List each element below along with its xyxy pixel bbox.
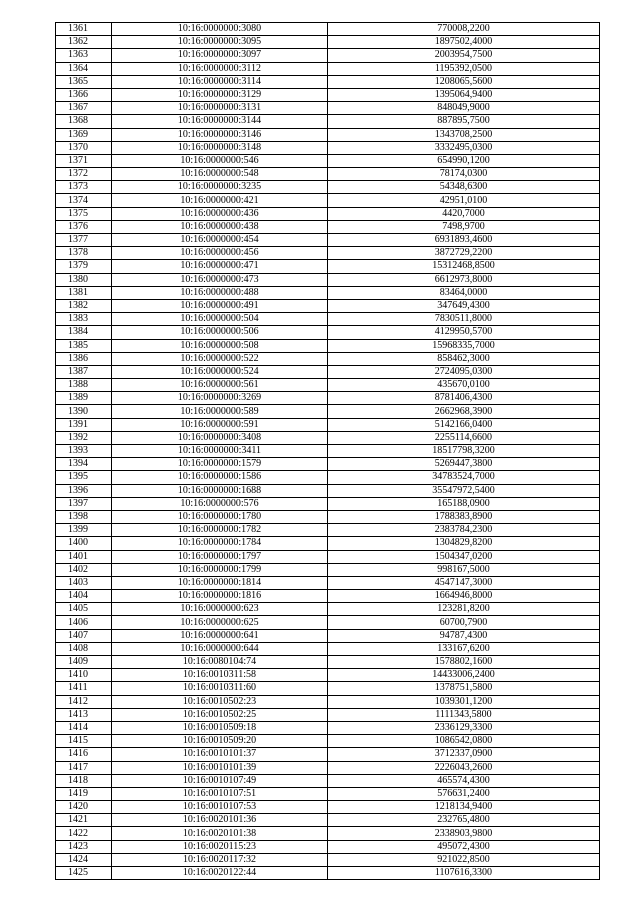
value-cell: 1504347,0200 bbox=[328, 550, 600, 563]
table-row bbox=[56, 867, 600, 880]
value-cell: 1039301,1200 bbox=[328, 695, 600, 708]
value-cell: 7498,9700 bbox=[328, 220, 600, 233]
cadastral-number-cell: 10:16:0020101:36 bbox=[112, 814, 328, 827]
cadastral-number-cell: 10:16:0000000:454 bbox=[112, 234, 328, 247]
table-row bbox=[56, 154, 600, 167]
row-number-cell: 1407 bbox=[56, 629, 112, 642]
row-number-cell: 1378 bbox=[56, 247, 112, 260]
table-row bbox=[56, 168, 600, 181]
table-row bbox=[56, 220, 600, 233]
row-number-cell: 1393 bbox=[56, 445, 112, 458]
row-number-cell: 1385 bbox=[56, 339, 112, 352]
row-number-cell: 1417 bbox=[56, 761, 112, 774]
cadastral-number-cell: 10:16:0000000:625 bbox=[112, 616, 328, 629]
table-row bbox=[56, 537, 600, 550]
table-row bbox=[56, 774, 600, 787]
value-cell: 435670,0100 bbox=[328, 379, 600, 392]
table-row bbox=[56, 550, 600, 563]
table-row bbox=[56, 365, 600, 378]
value-cell: 123281,8200 bbox=[328, 603, 600, 616]
row-number-cell: 1413 bbox=[56, 708, 112, 721]
table-row bbox=[56, 49, 600, 62]
table-row bbox=[56, 405, 600, 418]
row-number-cell: 1382 bbox=[56, 299, 112, 312]
row-number-cell: 1374 bbox=[56, 194, 112, 207]
cadastral-number-cell: 10:16:0000000:524 bbox=[112, 365, 328, 378]
row-number-cell: 1412 bbox=[56, 695, 112, 708]
value-cell: 18517798,3200 bbox=[328, 445, 600, 458]
cadastral-number-cell: 10:16:0000000:576 bbox=[112, 497, 328, 510]
value-cell: 15968335,7000 bbox=[328, 339, 600, 352]
value-cell: 4420,7000 bbox=[328, 207, 600, 220]
value-cell: 133167,6200 bbox=[328, 642, 600, 655]
table-row bbox=[56, 471, 600, 484]
table-row bbox=[56, 445, 600, 458]
row-number-cell: 1366 bbox=[56, 88, 112, 101]
cadastral-number-cell: 10:16:0000000:508 bbox=[112, 339, 328, 352]
cadastral-number-cell: 10:16:0000000:623 bbox=[112, 603, 328, 616]
cadastral-number-cell: 10:16:0000000:438 bbox=[112, 220, 328, 233]
table-row bbox=[56, 853, 600, 866]
value-cell: 1578802,1600 bbox=[328, 656, 600, 669]
cadastral-number-cell: 10:16:0000000:644 bbox=[112, 642, 328, 655]
table-row bbox=[56, 787, 600, 800]
table-row bbox=[56, 629, 600, 642]
value-cell: 3712337,0900 bbox=[328, 748, 600, 761]
value-cell: 2226043,2600 bbox=[328, 761, 600, 774]
cadastral-number-cell: 10:16:0010107:53 bbox=[112, 801, 328, 814]
value-cell: 35547972,5400 bbox=[328, 484, 600, 497]
cadastral-number-cell: 10:16:0000000:3269 bbox=[112, 392, 328, 405]
cadastral-number-cell: 10:16:0000000:1797 bbox=[112, 550, 328, 563]
cadastral-number-cell: 10:16:0010311:60 bbox=[112, 682, 328, 695]
table-row bbox=[56, 563, 600, 576]
table-row bbox=[56, 642, 600, 655]
table-row bbox=[56, 418, 600, 431]
cadastral-number-cell: 10:16:0000000:1586 bbox=[112, 471, 328, 484]
row-number-cell: 1396 bbox=[56, 484, 112, 497]
row-number-cell: 1400 bbox=[56, 537, 112, 550]
row-number-cell: 1421 bbox=[56, 814, 112, 827]
row-number-cell: 1361 bbox=[56, 23, 112, 36]
value-cell: 8781406,4300 bbox=[328, 392, 600, 405]
cadastral-number-cell: 10:16:0000000:1814 bbox=[112, 576, 328, 589]
cadastral-number-cell: 10:16:0020115:23 bbox=[112, 840, 328, 853]
row-number-cell: 1404 bbox=[56, 590, 112, 603]
cadastral-number-cell: 10:16:0000000:3112 bbox=[112, 62, 328, 75]
row-number-cell: 1391 bbox=[56, 418, 112, 431]
value-cell: 7830511,8000 bbox=[328, 313, 600, 326]
table-row bbox=[56, 656, 600, 669]
value-cell: 94787,4300 bbox=[328, 629, 600, 642]
value-cell: 887895,7500 bbox=[328, 115, 600, 128]
cadastral-number-cell: 10:16:0000000:3144 bbox=[112, 115, 328, 128]
value-cell: 165188,0900 bbox=[328, 497, 600, 510]
table-row bbox=[56, 761, 600, 774]
table-row bbox=[56, 497, 600, 510]
value-cell: 2724095,0300 bbox=[328, 365, 600, 378]
table-row bbox=[56, 669, 600, 682]
value-cell: 1378751,5800 bbox=[328, 682, 600, 695]
value-cell: 848049,9000 bbox=[328, 102, 600, 115]
row-number-cell: 1422 bbox=[56, 827, 112, 840]
cadastral-number-cell: 10:16:0010502:23 bbox=[112, 695, 328, 708]
table-row bbox=[56, 194, 600, 207]
row-number-cell: 1373 bbox=[56, 181, 112, 194]
cadastral-number-cell: 10:16:0000000:1816 bbox=[112, 590, 328, 603]
value-cell: 5269447,3800 bbox=[328, 458, 600, 471]
value-cell: 1195392,0500 bbox=[328, 62, 600, 75]
row-number-cell: 1375 bbox=[56, 207, 112, 220]
row-number-cell: 1367 bbox=[56, 102, 112, 115]
table-row bbox=[56, 392, 600, 405]
row-number-cell: 1384 bbox=[56, 326, 112, 339]
cadastral-number-cell: 10:16:0000000:3408 bbox=[112, 431, 328, 444]
row-number-cell: 1415 bbox=[56, 735, 112, 748]
cadastral-number-cell: 10:16:0000000:3129 bbox=[112, 88, 328, 101]
cadastral-number-cell: 10:16:0000000:3235 bbox=[112, 181, 328, 194]
value-cell: 1395064,9400 bbox=[328, 88, 600, 101]
table-row bbox=[56, 62, 600, 75]
cadastral-number-cell: 10:16:0000000:548 bbox=[112, 168, 328, 181]
value-cell: 2336129,3300 bbox=[328, 721, 600, 734]
table-row bbox=[56, 141, 600, 154]
cadastral-number-cell: 10:16:0010107:49 bbox=[112, 774, 328, 787]
table-row bbox=[56, 827, 600, 840]
table-row bbox=[56, 695, 600, 708]
cadastral-number-cell: 10:16:0020122:44 bbox=[112, 867, 328, 880]
row-number-cell: 1395 bbox=[56, 471, 112, 484]
value-cell: 232765,4800 bbox=[328, 814, 600, 827]
row-number-cell: 1399 bbox=[56, 524, 112, 537]
value-cell: 2662968,3900 bbox=[328, 405, 600, 418]
value-cell: 4129950,5700 bbox=[328, 326, 600, 339]
row-number-cell: 1368 bbox=[56, 115, 112, 128]
cadastral-number-cell: 10:16:0000000:3097 bbox=[112, 49, 328, 62]
cadastral-number-cell: 10:16:0000000:3114 bbox=[112, 75, 328, 88]
cadastral-number-cell: 10:16:0000000:3148 bbox=[112, 141, 328, 154]
cadastral-number-cell: 10:16:0000000:561 bbox=[112, 379, 328, 392]
cadastral-number-cell: 10:16:0000000:1688 bbox=[112, 484, 328, 497]
table-row bbox=[56, 379, 600, 392]
table-row bbox=[56, 840, 600, 853]
value-cell: 2003954,7500 bbox=[328, 49, 600, 62]
row-number-cell: 1362 bbox=[56, 36, 112, 49]
table-row bbox=[56, 524, 600, 537]
table-row bbox=[56, 326, 600, 339]
cadastral-number-cell: 10:16:0010502:25 bbox=[112, 708, 328, 721]
cadastral-number-cell: 10:16:0000000:1579 bbox=[112, 458, 328, 471]
row-number-cell: 1365 bbox=[56, 75, 112, 88]
row-number-cell: 1364 bbox=[56, 62, 112, 75]
cadastral-number-cell: 10:16:0000000:3095 bbox=[112, 36, 328, 49]
value-cell: 60700,7900 bbox=[328, 616, 600, 629]
value-cell: 495072,4300 bbox=[328, 840, 600, 853]
table-row bbox=[56, 352, 600, 365]
table-row bbox=[56, 484, 600, 497]
cadastral-number-cell: 10:16:0000000:506 bbox=[112, 326, 328, 339]
table-row bbox=[56, 75, 600, 88]
table-row bbox=[56, 814, 600, 827]
cadastral-number-cell: 10:16:0000000:591 bbox=[112, 418, 328, 431]
row-number-cell: 1394 bbox=[56, 458, 112, 471]
value-cell: 6612973,8000 bbox=[328, 273, 600, 286]
cadastral-number-cell: 10:16:0000000:1780 bbox=[112, 510, 328, 523]
row-number-cell: 1383 bbox=[56, 313, 112, 326]
cadastral-number-cell: 10:16:0000000:491 bbox=[112, 299, 328, 312]
row-number-cell: 1402 bbox=[56, 563, 112, 576]
row-number-cell: 1424 bbox=[56, 853, 112, 866]
cadastral-number-cell: 10:16:0000000:473 bbox=[112, 273, 328, 286]
table-row bbox=[56, 181, 600, 194]
value-cell: 4547147,3000 bbox=[328, 576, 600, 589]
row-number-cell: 1390 bbox=[56, 405, 112, 418]
row-number-cell: 1381 bbox=[56, 286, 112, 299]
table-row bbox=[56, 801, 600, 814]
value-cell: 1218134,9400 bbox=[328, 801, 600, 814]
row-number-cell: 1408 bbox=[56, 642, 112, 655]
row-number-cell: 1371 bbox=[56, 154, 112, 167]
row-number-cell: 1386 bbox=[56, 352, 112, 365]
table-row bbox=[56, 88, 600, 101]
cadastral-number-cell: 10:16:0000000:546 bbox=[112, 154, 328, 167]
document-table bbox=[55, 22, 600, 880]
value-cell: 34783524,7000 bbox=[328, 471, 600, 484]
value-cell: 1343708,2500 bbox=[328, 128, 600, 141]
value-cell: 78174,0300 bbox=[328, 168, 600, 181]
cadastral-number-cell: 10:16:0080104:74 bbox=[112, 656, 328, 669]
table-row bbox=[56, 735, 600, 748]
cadastral-number-cell: 10:16:0000000:3131 bbox=[112, 102, 328, 115]
row-number-cell: 1425 bbox=[56, 867, 112, 880]
value-cell: 576631,2400 bbox=[328, 787, 600, 800]
value-cell: 5142166,0400 bbox=[328, 418, 600, 431]
value-cell: 1304829,8200 bbox=[328, 537, 600, 550]
row-number-cell: 1379 bbox=[56, 260, 112, 273]
table-row bbox=[56, 234, 600, 247]
row-number-cell: 1388 bbox=[56, 379, 112, 392]
cadastral-number-cell: 10:16:0000000:1784 bbox=[112, 537, 328, 550]
cadastral-number-cell: 10:16:0010509:20 bbox=[112, 735, 328, 748]
row-number-cell: 1420 bbox=[56, 801, 112, 814]
value-cell: 15312468,8500 bbox=[328, 260, 600, 273]
table-row bbox=[56, 102, 600, 115]
table-row bbox=[56, 128, 600, 141]
row-number-cell: 1405 bbox=[56, 603, 112, 616]
value-cell: 347649,4300 bbox=[328, 299, 600, 312]
cadastral-number-cell: 10:16:0000000:488 bbox=[112, 286, 328, 299]
table-row bbox=[56, 286, 600, 299]
value-cell: 3872729,2200 bbox=[328, 247, 600, 260]
table-row bbox=[56, 748, 600, 761]
cadastral-number-cell: 10:16:0000000:436 bbox=[112, 207, 328, 220]
value-cell: 42951,0100 bbox=[328, 194, 600, 207]
value-cell: 770008,2200 bbox=[328, 23, 600, 36]
row-number-cell: 1389 bbox=[56, 392, 112, 405]
value-cell: 1897502,4000 bbox=[328, 36, 600, 49]
table-row bbox=[56, 247, 600, 260]
row-number-cell: 1418 bbox=[56, 774, 112, 787]
table-row bbox=[56, 510, 600, 523]
table-row bbox=[56, 23, 600, 36]
value-cell: 2383784,2300 bbox=[328, 524, 600, 537]
cadastral-number-cell: 10:16:0000000:421 bbox=[112, 194, 328, 207]
value-cell: 1107616,3300 bbox=[328, 867, 600, 880]
value-cell: 6931893,4600 bbox=[328, 234, 600, 247]
value-cell: 83464,0000 bbox=[328, 286, 600, 299]
row-number-cell: 1411 bbox=[56, 682, 112, 695]
row-number-cell: 1369 bbox=[56, 128, 112, 141]
table-row bbox=[56, 299, 600, 312]
row-number-cell: 1370 bbox=[56, 141, 112, 154]
row-number-cell: 1416 bbox=[56, 748, 112, 761]
table-row bbox=[56, 260, 600, 273]
row-number-cell: 1380 bbox=[56, 273, 112, 286]
cadastral-number-cell: 10:16:0010101:37 bbox=[112, 748, 328, 761]
row-number-cell: 1406 bbox=[56, 616, 112, 629]
row-number-cell: 1392 bbox=[56, 431, 112, 444]
row-number-cell: 1419 bbox=[56, 787, 112, 800]
table-row bbox=[56, 603, 600, 616]
value-cell: 3332495,0300 bbox=[328, 141, 600, 154]
cadastral-number-cell: 10:16:0000000:641 bbox=[112, 629, 328, 642]
row-number-cell: 1410 bbox=[56, 669, 112, 682]
value-cell: 998167,5000 bbox=[328, 563, 600, 576]
cadastral-number-cell: 10:16:0010311:58 bbox=[112, 669, 328, 682]
cadastral-number-cell: 10:16:0000000:1799 bbox=[112, 563, 328, 576]
table-row bbox=[56, 682, 600, 695]
cadastral-number-cell: 10:16:0020101:38 bbox=[112, 827, 328, 840]
row-number-cell: 1397 bbox=[56, 497, 112, 510]
value-cell: 654990,1200 bbox=[328, 154, 600, 167]
cadastral-number-cell: 10:16:0000000:471 bbox=[112, 260, 328, 273]
row-number-cell: 1372 bbox=[56, 168, 112, 181]
value-cell: 54348,6300 bbox=[328, 181, 600, 194]
value-cell: 2255114,6600 bbox=[328, 431, 600, 444]
row-number-cell: 1377 bbox=[56, 234, 112, 247]
table-row bbox=[56, 616, 600, 629]
value-cell: 1208065,5600 bbox=[328, 75, 600, 88]
cadastral-number-cell: 10:16:0000000:456 bbox=[112, 247, 328, 260]
table-row bbox=[56, 590, 600, 603]
cadastral-number-cell: 10:16:0010509:18 bbox=[112, 721, 328, 734]
row-number-cell: 1423 bbox=[56, 840, 112, 853]
table-row bbox=[56, 708, 600, 721]
table-row bbox=[56, 36, 600, 49]
cadastral-number-cell: 10:16:0000000:3411 bbox=[112, 445, 328, 458]
table-row bbox=[56, 273, 600, 286]
table-body bbox=[56, 23, 600, 880]
value-cell: 1086542,0800 bbox=[328, 735, 600, 748]
row-number-cell: 1414 bbox=[56, 721, 112, 734]
row-number-cell: 1376 bbox=[56, 220, 112, 233]
value-cell: 1788383,8900 bbox=[328, 510, 600, 523]
value-cell: 1664946,8000 bbox=[328, 590, 600, 603]
row-number-cell: 1401 bbox=[56, 550, 112, 563]
cadastral-number-cell: 10:16:0010101:39 bbox=[112, 761, 328, 774]
cadastral-number-cell: 10:16:0000000:589 bbox=[112, 405, 328, 418]
cadastral-number-cell: 10:16:0000000:3146 bbox=[112, 128, 328, 141]
value-cell: 1111343,5800 bbox=[328, 708, 600, 721]
value-cell: 14433006,2400 bbox=[328, 669, 600, 682]
table-row bbox=[56, 115, 600, 128]
cadastral-number-cell: 10:16:0020117:32 bbox=[112, 853, 328, 866]
value-cell: 921022,8500 bbox=[328, 853, 600, 866]
cadastral-number-cell: 10:16:0000000:522 bbox=[112, 352, 328, 365]
table-row bbox=[56, 339, 600, 352]
value-cell: 858462,3000 bbox=[328, 352, 600, 365]
table-row bbox=[56, 207, 600, 220]
cadastral-number-cell: 10:16:0000000:504 bbox=[112, 313, 328, 326]
row-number-cell: 1363 bbox=[56, 49, 112, 62]
cadastral-number-cell: 10:16:0010107:51 bbox=[112, 787, 328, 800]
table-row bbox=[56, 576, 600, 589]
row-number-cell: 1398 bbox=[56, 510, 112, 523]
value-cell: 2338903,9800 bbox=[328, 827, 600, 840]
cadastral-number-cell: 10:16:0000000:3080 bbox=[112, 23, 328, 36]
row-number-cell: 1403 bbox=[56, 576, 112, 589]
table-row bbox=[56, 458, 600, 471]
table-row bbox=[56, 313, 600, 326]
table-row bbox=[56, 721, 600, 734]
cadastral-number-cell: 10:16:0000000:1782 bbox=[112, 524, 328, 537]
row-number-cell: 1387 bbox=[56, 365, 112, 378]
value-cell: 465574,4300 bbox=[328, 774, 600, 787]
row-number-cell: 1409 bbox=[56, 656, 112, 669]
table-row bbox=[56, 431, 600, 444]
